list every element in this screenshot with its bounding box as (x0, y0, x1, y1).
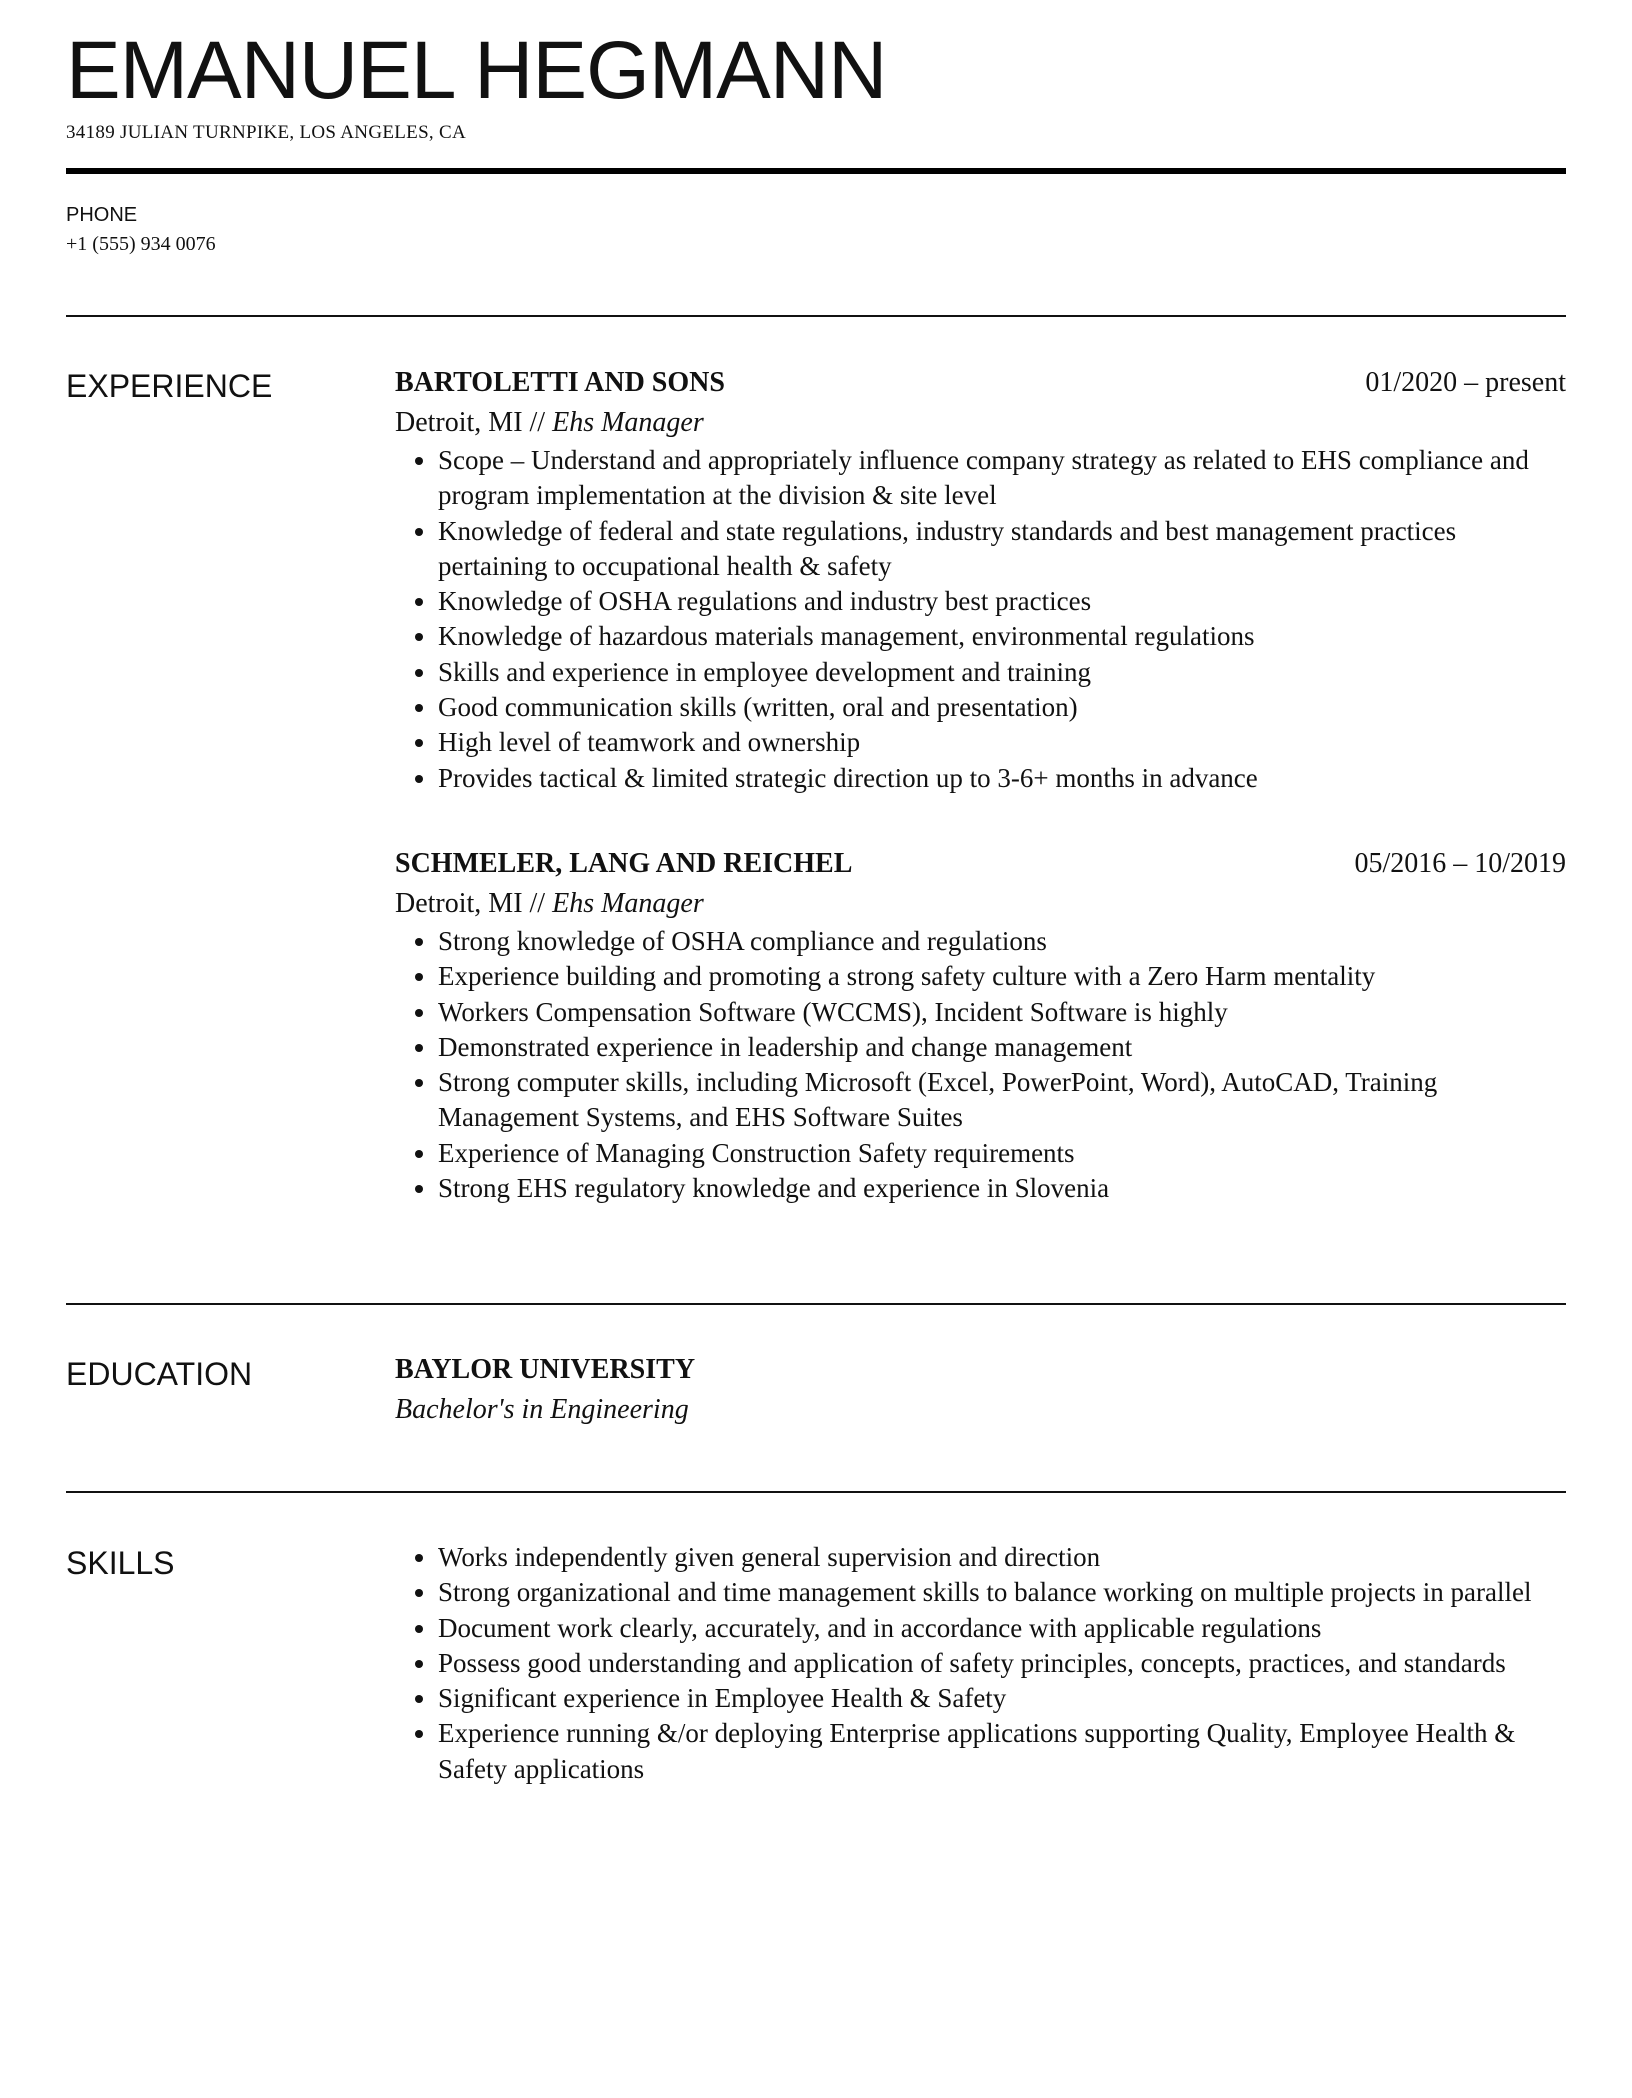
separator: // (522, 887, 553, 919)
list-item: • Skills and experience in employee development and training (438, 655, 1566, 690)
skills-section (395, 1540, 1566, 1787)
degree: Bachelor's in Engineering (395, 1394, 689, 1425)
list-item: • Strong organizational and time management skills to balance working on multiple projects in parallel (438, 1575, 1566, 1610)
list-item: • Strong knowledge of OSHA compliance and regulations (438, 924, 1566, 959)
list-item: • Knowledge of hazardous materials management, environmental regulations (438, 619, 1566, 654)
list-item: • Demonstrated experience in leadership and change management (438, 1030, 1566, 1065)
phone-number: +1 (555) 934 0076 (66, 233, 216, 255)
list-item: • Experience running &/or deploying Enterprise applications supporting Quality, Employee Health & Safety applications (438, 1716, 1566, 1787)
job-role: Ehs Manager (552, 407, 704, 438)
list-item: • Experience of Managing Construction Safety requirements (438, 1136, 1566, 1171)
list-item: • Knowledge of OSHA regulations and industry best practices (438, 584, 1566, 619)
school-name: BAYLOR UNIVERSITY (395, 1354, 696, 1385)
job-dates: 05/2016 – 10/2019 (1354, 847, 1566, 879)
list-item: • High level of teamwork and ownership (438, 725, 1566, 760)
job-location: Detroit, MI (395, 887, 523, 919)
company-name: BARTOLETTI AND SONS (395, 367, 725, 398)
list-item: • Possess good understanding and application of safety principles, concepts, practices, and standards (438, 1646, 1566, 1681)
skills-heading: SKILLS (66, 1545, 175, 1581)
list-item: • Good communication skills (written, oral and presentation) (438, 690, 1566, 725)
education-heading: EDUCATION (66, 1356, 253, 1392)
header-divider (66, 168, 1566, 174)
company-name: SCHMELER, LANG AND REICHEL (395, 847, 853, 879)
list-item: • Works independently given general supervision and direction (438, 1540, 1566, 1575)
phone-label: PHONE (66, 204, 138, 226)
separator: // (522, 407, 553, 438)
list-item: • Significant experience in Employee Health & Safety (438, 1681, 1566, 1716)
job-dates: 01/2020 – present (1365, 367, 1566, 398)
list-item: • Strong computer skills, including Microsoft (Excel, PowerPoint, Word), AutoCAD, Training Management Systems, and EHS Software Suites (438, 1065, 1566, 1136)
list-item: • Experience building and promoting a strong safety culture with a Zero Harm mentality (438, 959, 1566, 994)
job-bullets (395, 924, 1566, 1206)
experience-heading: EXPERIENCE (66, 368, 273, 404)
job-location: Detroit, MI (395, 407, 523, 438)
list-item: • Scope – Understand and appropriately influence company strategy as related to EHS compliance and program implementation at the division & site level (438, 443, 1566, 514)
job-bullets (395, 443, 1566, 796)
experience-section (395, 363, 1566, 1254)
education-section (395, 1350, 1566, 1430)
candidate-name: EMANUEL HEGMANN (66, 25, 887, 116)
section-divider (66, 1303, 1566, 1305)
job-role: Ehs Manager (552, 887, 704, 919)
list-item: • Workers Compensation Software (WCCMS), Incident Software is highly (438, 995, 1566, 1030)
section-divider (66, 1491, 1566, 1493)
list-item: • Document work clearly, accurately, and in accordance with applicable regulations (438, 1611, 1566, 1646)
section-divider (66, 315, 1566, 317)
job-entry (395, 363, 1566, 796)
list-item: • Provides tactical & limited strategic direction up to 3-6+ months in advance (438, 761, 1566, 796)
job-entry (395, 844, 1566, 1206)
skills-list (395, 1540, 1566, 1787)
address: 34189 JULIAN TURNPIKE, LOS ANGELES, CA (66, 122, 467, 143)
list-item: • Strong EHS regulatory knowledge and experience in Slovenia (438, 1171, 1566, 1206)
list-item: • Knowledge of federal and state regulations, industry standards and best management practices pertaining to occupational health & safety (438, 514, 1566, 585)
